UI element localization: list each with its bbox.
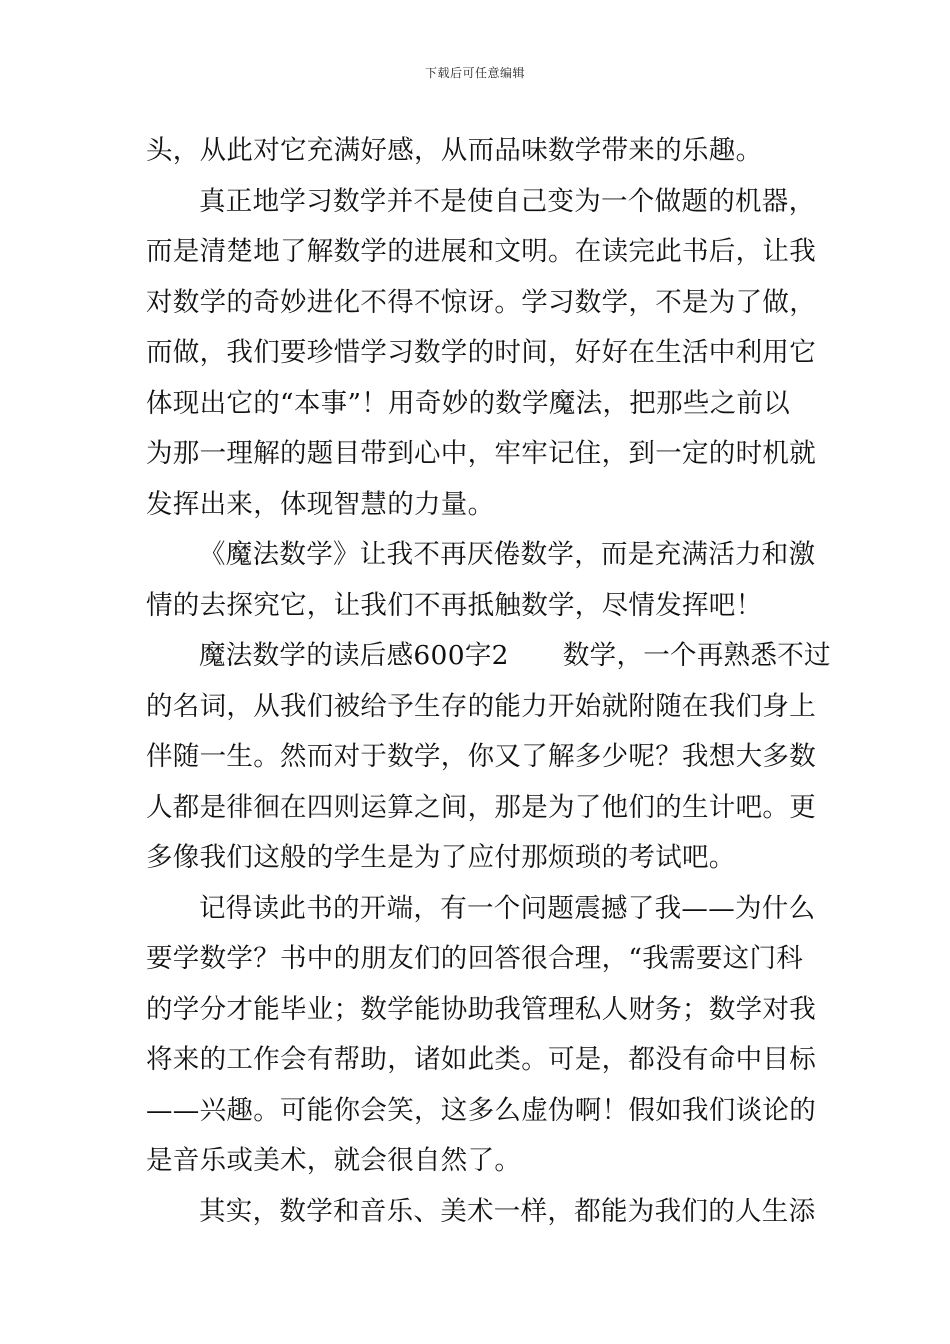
text-line: 将来的工作会有帮助，诸如此类。可是，都没有命中目标 [146, 1044, 816, 1075]
paragraph-first-line: 《魔法数学》让我不再厌倦数学，而是充满活力和激 [199, 539, 816, 570]
text-line: 而做，我们要珍惜学习数学的时间，好好在生活中利用它 [146, 337, 816, 368]
text-line: 伴随一生。然而对于数学，你又了解多少呢？我想大多数 [146, 741, 816, 772]
section-heading: 魔法数学的读后感600字2 [199, 640, 509, 671]
paragraph-first-line: 其实，数学和音乐、美术一样，都能为我们的人生添 [199, 1195, 816, 1227]
text-line: 头，从此对它充满好感，从而品味数学带来的乐趣。 [146, 135, 763, 166]
text-line: 的名词，从我们被给予生存的能力开始就附随在我们身上 [146, 690, 816, 722]
text-line: ——兴趣。可能你会笑，这多么虚伪啊！假如我们谈论的 [146, 1094, 816, 1126]
text-line: 对数学的奇妙进化不得不惊讶。学习数学，不是为了做， [146, 286, 816, 318]
text-line: 体现出它的“本事”！用奇妙的数学魔法，把那些之前以 [146, 387, 791, 419]
text-line: 情的去探究它，让我们不再抵触数学，尽情发挥吧！ [146, 589, 763, 621]
text-line: 为那一理解的题目带到心中，牢牢记住，到一定的时机就 [146, 438, 816, 469]
text-line: 而是清楚地了解数学的进展和文明。在读完此书后，让我 [146, 236, 816, 267]
text-line: 发挥出来，体现智慧的力量。 [146, 488, 495, 520]
text-line: 要学数学？书中的朋友们的回答很合理，“我需要这门科 [146, 943, 804, 974]
text-line: 是音乐或美术，就会很自然了。 [146, 1145, 522, 1176]
text-line: 人都是徘徊在四则运算之间，那是为了他们的生计吧。更 [146, 791, 816, 823]
text-line: 的学分才能毕业；数学能协助我管理私人财务；数学对我 [146, 993, 816, 1025]
document-body [146, 126, 831, 1237]
paragraph-first-line: 记得读此书的开端，有一个问题震撼了我——为什么 [199, 892, 816, 924]
text-line: 多像我们这般的学生是为了应付那烦琐的考试吧。 [146, 842, 736, 873]
section-heading-line [146, 631, 831, 682]
page-header: 下载后可任意编辑 [424, 66, 525, 80]
paragraph-first-line: 真正地学习数学并不是使自己变为一个做题的机器， [199, 185, 816, 217]
text-segment: 数学，一个再熟悉不过 [562, 640, 831, 671]
